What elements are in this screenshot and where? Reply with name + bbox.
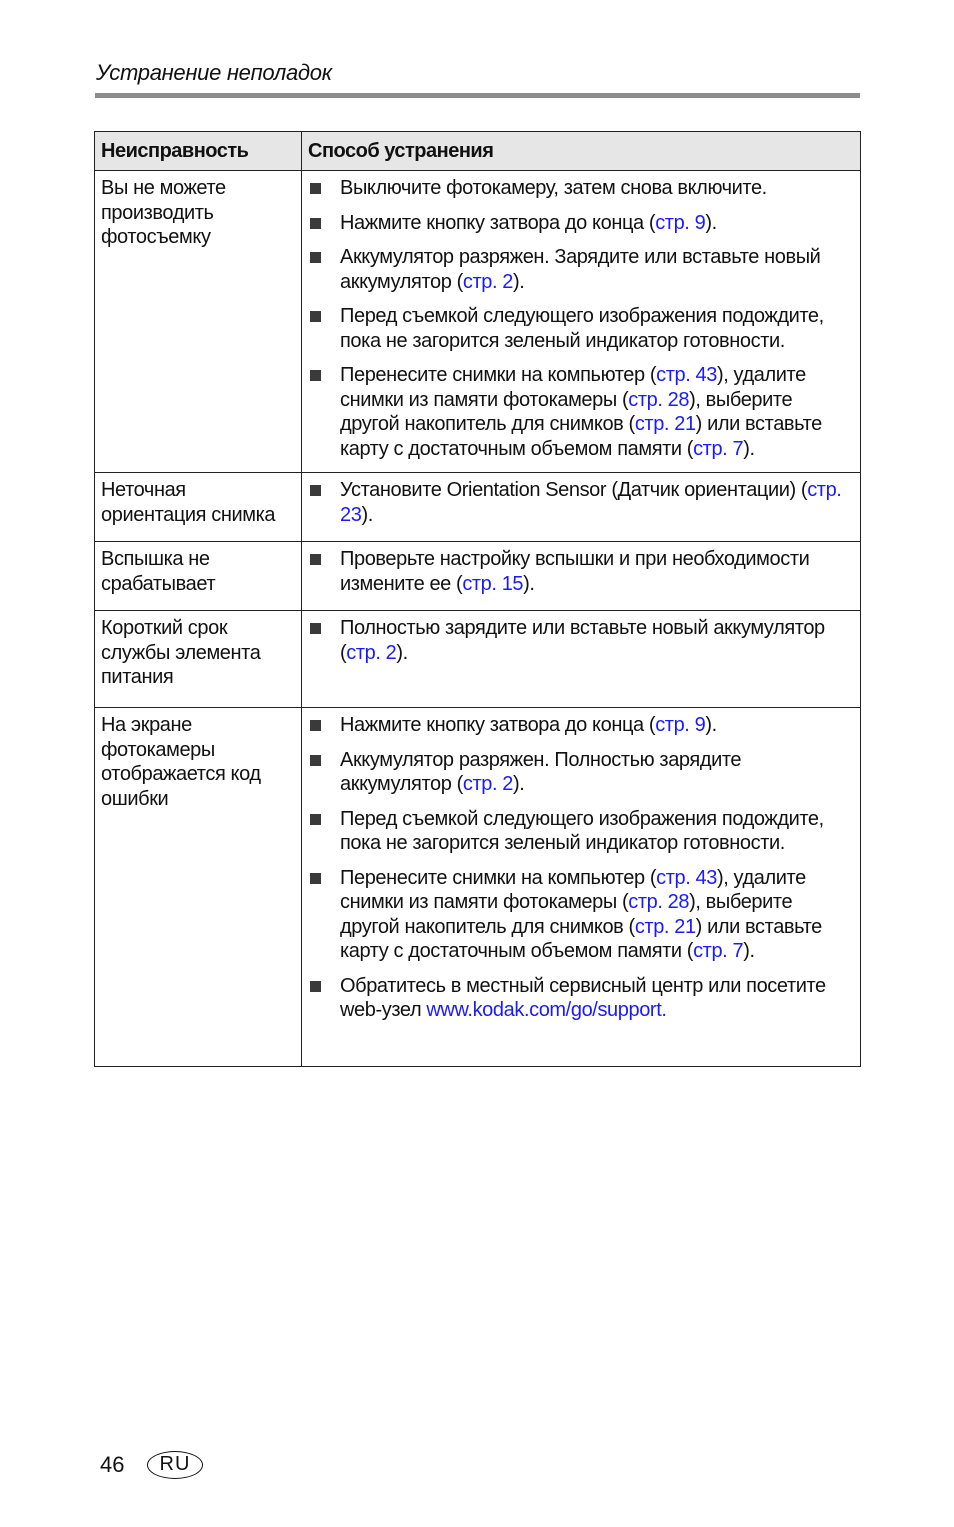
problem-cell: Вы не можете производить фотосъемку (95, 171, 302, 473)
solution-text (340, 364, 822, 460)
table-row (95, 171, 861, 473)
square-bullet-icon (310, 370, 321, 381)
solution-text (340, 548, 809, 595)
solution-text-segment: ). (743, 940, 755, 962)
solution-item (308, 616, 850, 665)
table-row (95, 708, 861, 1067)
square-bullet-icon (310, 485, 321, 496)
solution-cell (302, 171, 861, 473)
solution-text-segment: Перед съемкой следующего изображения подождите, пока не загорится зеленый индикатор готовности. (340, 305, 824, 352)
solution-text (340, 714, 717, 736)
solution-text-segment: ). (396, 641, 408, 664)
square-bullet-icon (310, 252, 321, 263)
square-bullet-icon (310, 218, 321, 229)
solution-text-segment: Перед съемкой следующего изображения подождите, пока не загорится зеленый индикатор готовности. (340, 807, 824, 854)
square-bullet-icon (310, 755, 321, 766)
solution-cell (302, 708, 861, 1067)
solution-text-segment: Проверьте настройку вспышки и при необходимости измените ее ( (340, 548, 810, 595)
column-header-problem: Неисправность (95, 132, 302, 171)
page-reference-link[interactable]: стр. 2 (346, 641, 397, 664)
solution-text (340, 867, 822, 963)
square-bullet-icon (310, 554, 321, 565)
solution-text-segment: ), выберите другой накопитель для снимков ( (340, 891, 793, 938)
solution-text-segment: ). (512, 773, 525, 795)
table-row (95, 473, 861, 542)
problem-cell: На экране фотокамеры отображается код ошибки (95, 708, 302, 1067)
solution-text-segment: ) или вставьте карту с достаточным объемом памяти ( (340, 915, 822, 962)
solution-text-segment: Аккумулятор разряжен. Зарядите или вставьте новый аккумулятор ( (340, 246, 821, 293)
page-reference-link[interactable]: стр. 43 (656, 866, 717, 889)
problem-cell: Короткий срок службы элемента питания (95, 611, 302, 708)
troubleshooting-table (94, 131, 861, 1067)
table-row (95, 611, 861, 708)
solution-text-segment: ). (705, 211, 717, 234)
solution-text (340, 617, 825, 664)
square-bullet-icon (310, 873, 321, 884)
solution-text-segment: Обратитесь в местный сервисный центр или посетите web-узел (340, 974, 826, 1021)
solution-item (308, 807, 850, 856)
solution-text-segment: Полностью зарядите или вставьте новый аккумулятор ( (340, 617, 825, 664)
solution-item (308, 304, 850, 353)
solution-item (308, 974, 850, 1023)
problem-cell: Вспышка не срабатывает (95, 542, 302, 611)
page-reference-link[interactable]: стр. 7 (693, 437, 744, 460)
solution-item (308, 176, 850, 201)
header-rule (95, 93, 860, 98)
page-reference-link[interactable]: стр. 43 (656, 364, 717, 386)
solution-text (340, 749, 741, 796)
solution-text-segment: ) или вставьте карту с достаточным объемом памяти ( (340, 413, 822, 460)
solution-text-segment: ). (743, 437, 755, 460)
solution-text (340, 808, 824, 855)
square-bullet-icon (310, 311, 321, 322)
table-header-row (95, 132, 861, 171)
page-reference-link[interactable]: стр. 15 (462, 572, 524, 595)
page-reference-link[interactable]: стр. 2 (462, 773, 513, 795)
square-bullet-icon (310, 981, 321, 992)
square-bullet-icon (310, 814, 321, 825)
solution-text (340, 212, 717, 234)
solution-item (308, 363, 850, 461)
language-badge: RU (147, 1451, 203, 1479)
solution-text-segment: ), выберите другой накопитель для снимков ( (340, 388, 793, 435)
table-body (95, 171, 861, 1067)
square-bullet-icon (310, 720, 321, 731)
solution-item (308, 713, 850, 738)
solution-text-segment: Перенесите снимки на компьютер ( (340, 364, 657, 386)
page-reference-link[interactable]: стр. 28 (628, 891, 690, 913)
solution-text-segment: Установите Orientation Sensor (Датчик ориентации) ( (340, 479, 808, 501)
solution-text-segment: Нажмите кнопку затвора до конца ( (340, 714, 656, 736)
page-reference-link[interactable]: стр. 28 (628, 388, 690, 411)
solution-cell (302, 473, 861, 542)
solution-text-segment: Выключите фотокамеру, затем снова включите. (340, 177, 767, 199)
section-title: Устранение неполадок (96, 60, 332, 85)
solution-cell (302, 542, 861, 611)
page-reference-link[interactable]: стр. 2 (462, 270, 513, 293)
solution-text (340, 177, 767, 199)
page-reference-link[interactable]: стр. 23 (340, 479, 842, 526)
solution-text (340, 479, 841, 526)
square-bullet-icon (310, 183, 321, 194)
solution-text-segment: Перенесите снимки на компьютер ( (340, 866, 657, 889)
solution-text-segment: ). (705, 714, 717, 736)
solution-text-segment: Нажмите кнопку затвора до конца ( (340, 211, 656, 234)
page-reference-link[interactable]: стр. 9 (655, 211, 706, 234)
solution-text-segment: ), удалите снимки из памяти фотокамеры ( (340, 866, 806, 913)
page-reference-link[interactable]: www.kodak.com/go/support. (426, 999, 667, 1021)
solution-item (308, 478, 850, 527)
solution-text (340, 975, 826, 1022)
table-row (95, 542, 861, 611)
page-reference-link[interactable]: стр. 7 (693, 940, 744, 962)
solution-item (308, 748, 850, 797)
solution-text-segment: ). (361, 503, 373, 526)
column-header-solution: Способ устранения (302, 132, 861, 171)
solution-text (340, 246, 820, 293)
solution-item (308, 866, 850, 964)
page-reference-link[interactable]: стр. 9 (655, 714, 706, 736)
solution-text-segment: Аккумулятор разряжен. Полностью зарядите аккумулятор ( (340, 748, 742, 795)
solution-text (340, 305, 824, 352)
solution-text-segment: ), удалите снимки из памяти фотокамеры ( (340, 364, 806, 411)
solution-item (308, 245, 850, 294)
problem-cell: Неточная ориентация снимка (95, 473, 302, 542)
page-reference-link[interactable]: стр. 21 (634, 413, 696, 435)
solution-item (308, 547, 850, 596)
square-bullet-icon (310, 623, 321, 634)
solution-cell (302, 611, 861, 708)
solution-text-segment: ). (512, 270, 525, 293)
solution-item (308, 211, 850, 236)
page-number: 46 (100, 1452, 125, 1477)
page-reference-link[interactable]: стр. 21 (634, 915, 696, 938)
solution-text-segment: ). (523, 572, 535, 595)
